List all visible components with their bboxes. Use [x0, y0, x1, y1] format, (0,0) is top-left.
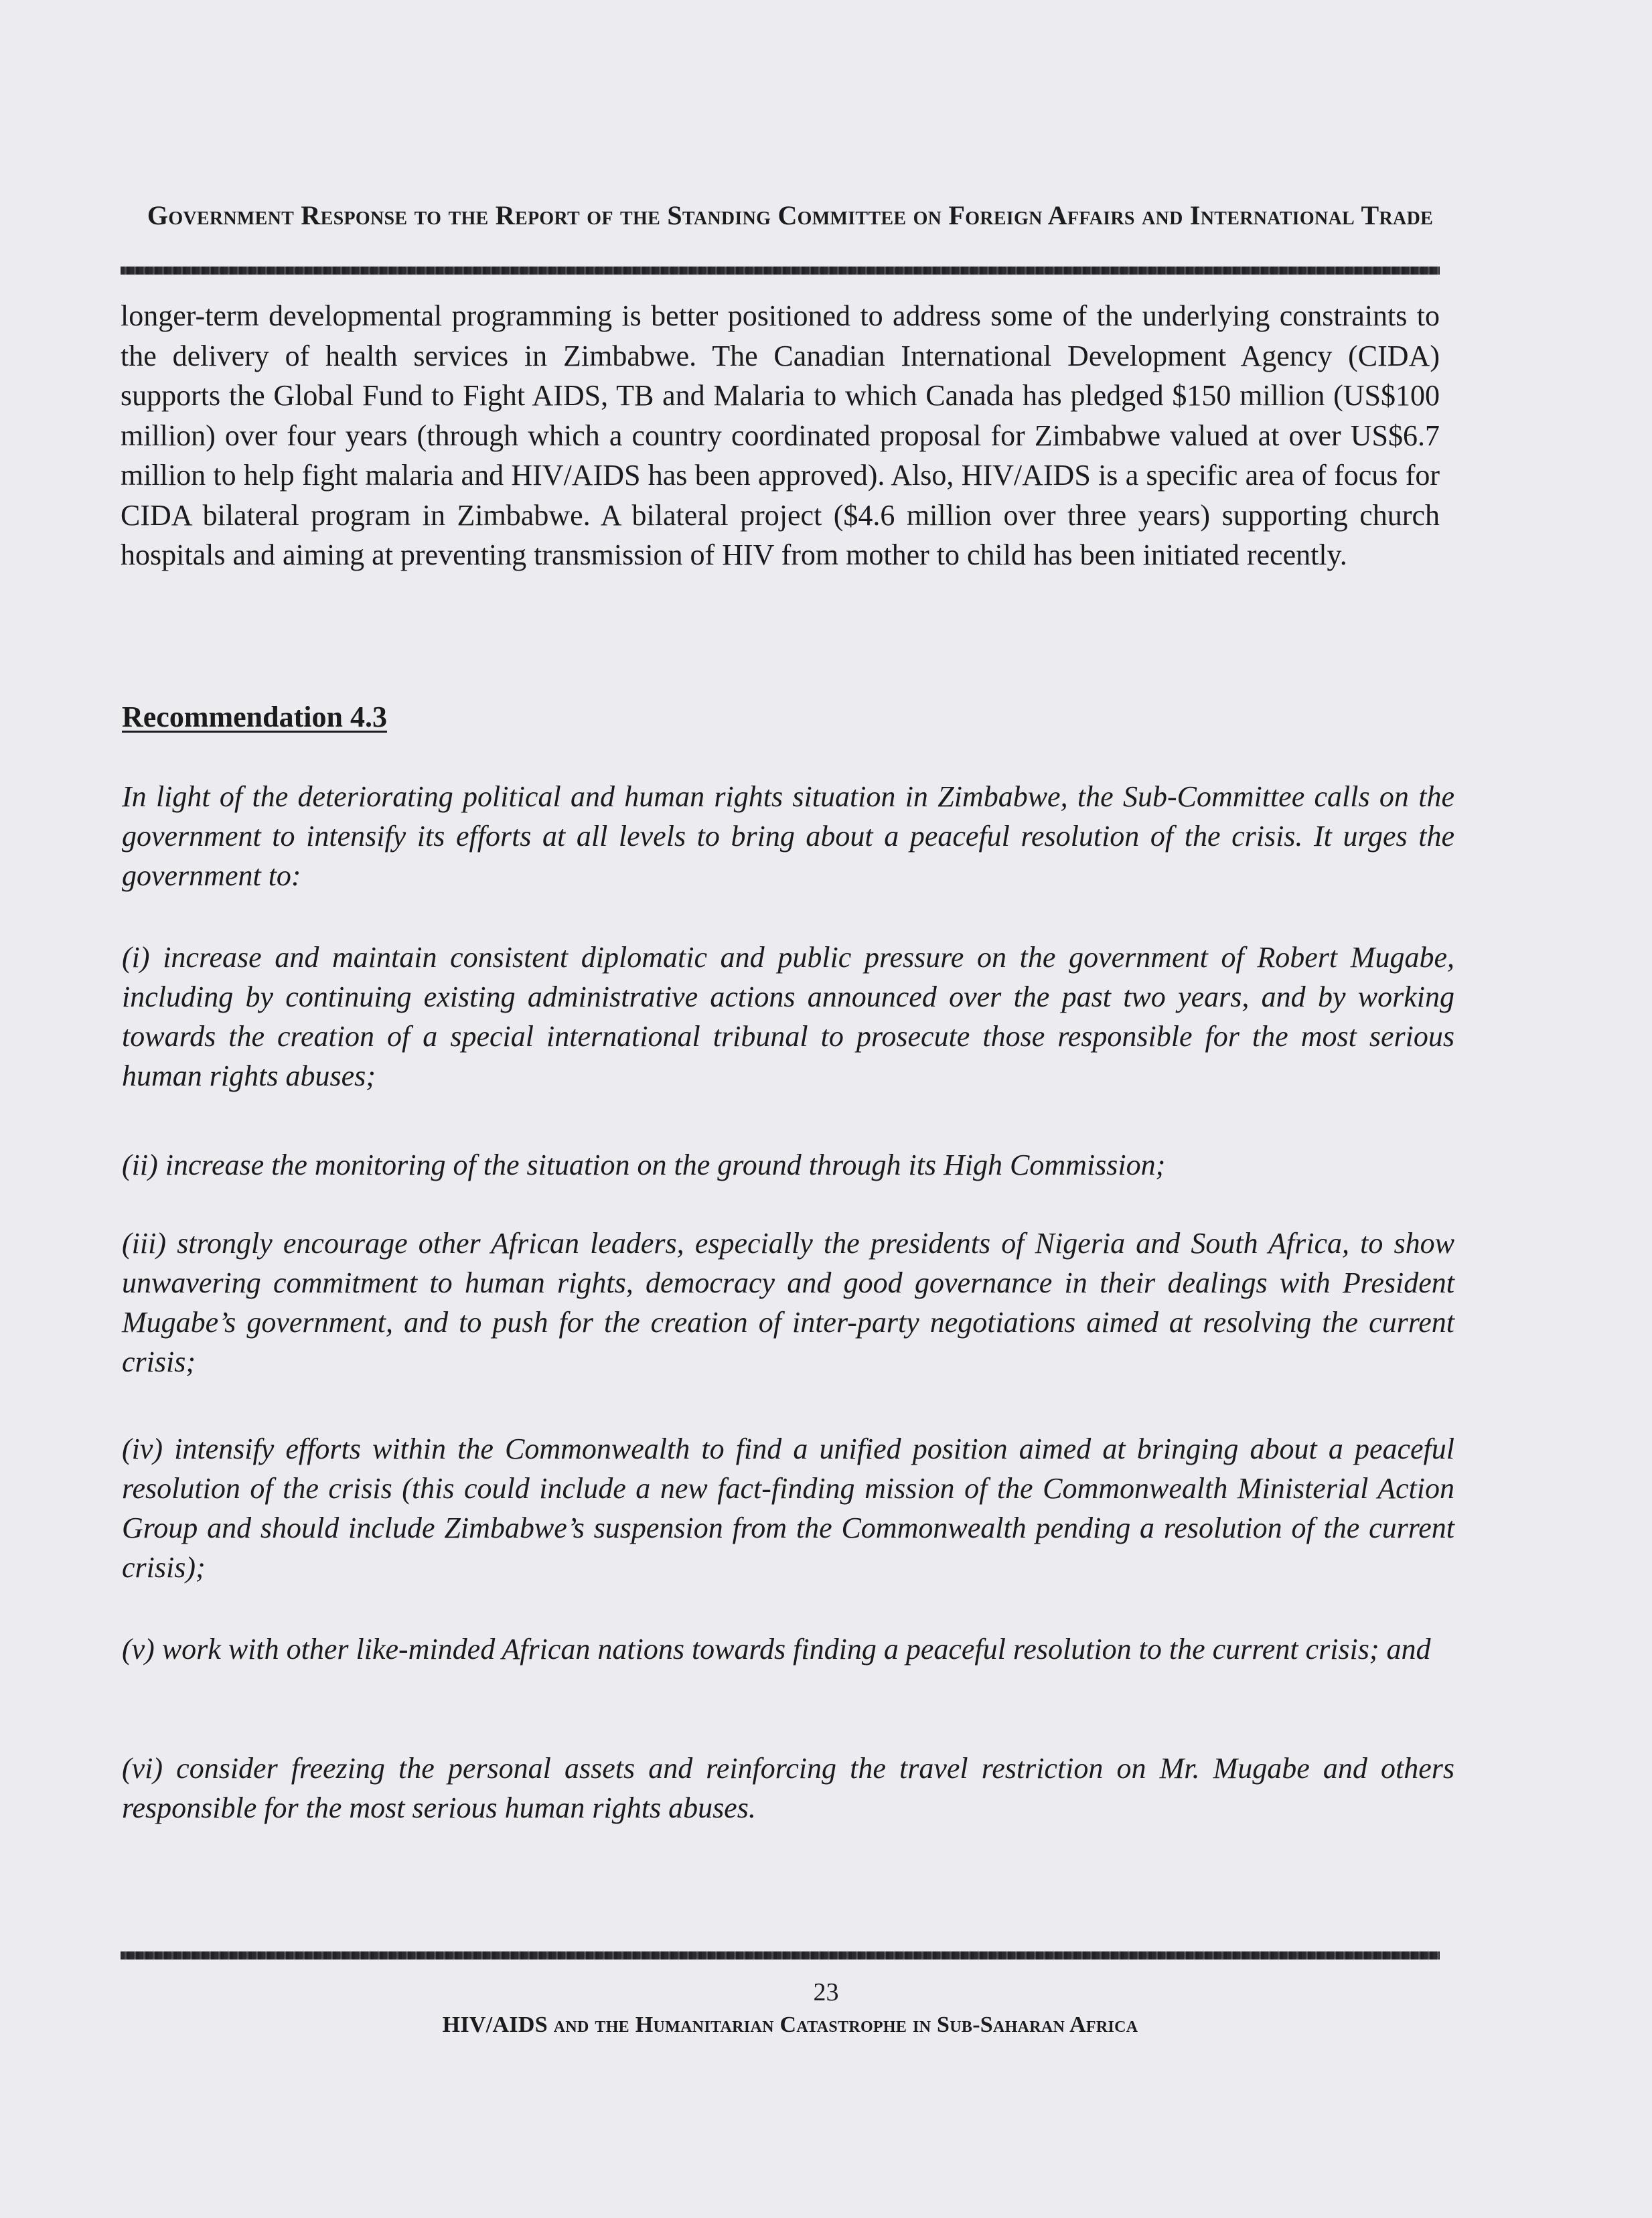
recommendation-item-v: (v) work with other like-minded African nations towards finding a peaceful resolution to the current crisis; and	[122, 1633, 1431, 1666]
running-header: Government Response to the Report of the Standing Committee on Foreign Affairs and International Trade	[147, 200, 1434, 230]
recommendation-heading: Recommendation 4.3	[122, 700, 387, 733]
recommendation-item-i: (i) increase and maintain consistent diplomatic and public pressure on the government of Robert Mugabe, including by continuing existing administrative actions announced over the past two years, and by working towards the creation of a special international tribunal to prosecute those responsible for the most serious human rights abuses;	[122, 941, 1454, 1092]
recommendation-item-ii: (ii) increase the monitoring of the situation on the ground through its High Commission;	[122, 1149, 1166, 1181]
page-number: 23	[813, 1978, 839, 2006]
intro-paragraph: longer-term developmental programming is better positioned to address some of the underlying constraints to the delivery of health services in Zimbabwe. The Canadian International Development Agency (CIDA) supports the Global Fund to Fight AIDS, TB and Malaria to which Canada has pledged $150 million (US$100 million) over four years (through which a country coordinated proposal for Zimbabwe valued at over US$6.7 million to help fight malaria and HIV/AIDS has been approved). Also, HIV/AIDS is a specific area of focus for CIDA bilateral program in Zimbabwe. A bilateral project ($4.6 million over three years) supporting church hospitals and aiming at preventing transmission of HIV from mother to child has been initiated recently.	[121, 299, 1440, 571]
recommendation-intro: In light of the deteriorating political and human rights situation in Zimbabwe, the Sub-Committee calls on the government to intensify its efforts at all levels to bring about a peaceful resolution of the crisis. It urges the government to:	[122, 780, 1454, 892]
recommendation-item-iv: (iv) intensify efforts within the Commonwealth to find a unified position aimed at bringing about a peaceful resolution of the crisis (this could include a new fact-finding mission of the Commonwealth Ministerial Action Group and should include Zimbabwe’s suspension from the Commonwealth pending a resolution of the current crisis);	[122, 1432, 1454, 1584]
header-rule	[121, 267, 1440, 275]
recommendation-item-vi: (vi) consider freezing the personal assets and reinforcing the travel restriction on Mr. Mugabe and others responsible for the most serious human rights abuses.	[122, 1752, 1454, 1824]
recommendation-item-iii: (iii) strongly encourage other African leaders, especially the presidents of Nigeria and South Africa, to show unwavering commitment to human rights, democracy and good governance in their dealings with President Mugabe’s government, and to push for the creation of inter-party negotiations aimed at resolving the current crisis;	[122, 1227, 1454, 1378]
footer-rule	[121, 1951, 1440, 1960]
running-footer: HIV/AIDS and the Humanitarian Catastrophe in Sub-Saharan Africa	[442, 2012, 1138, 2037]
